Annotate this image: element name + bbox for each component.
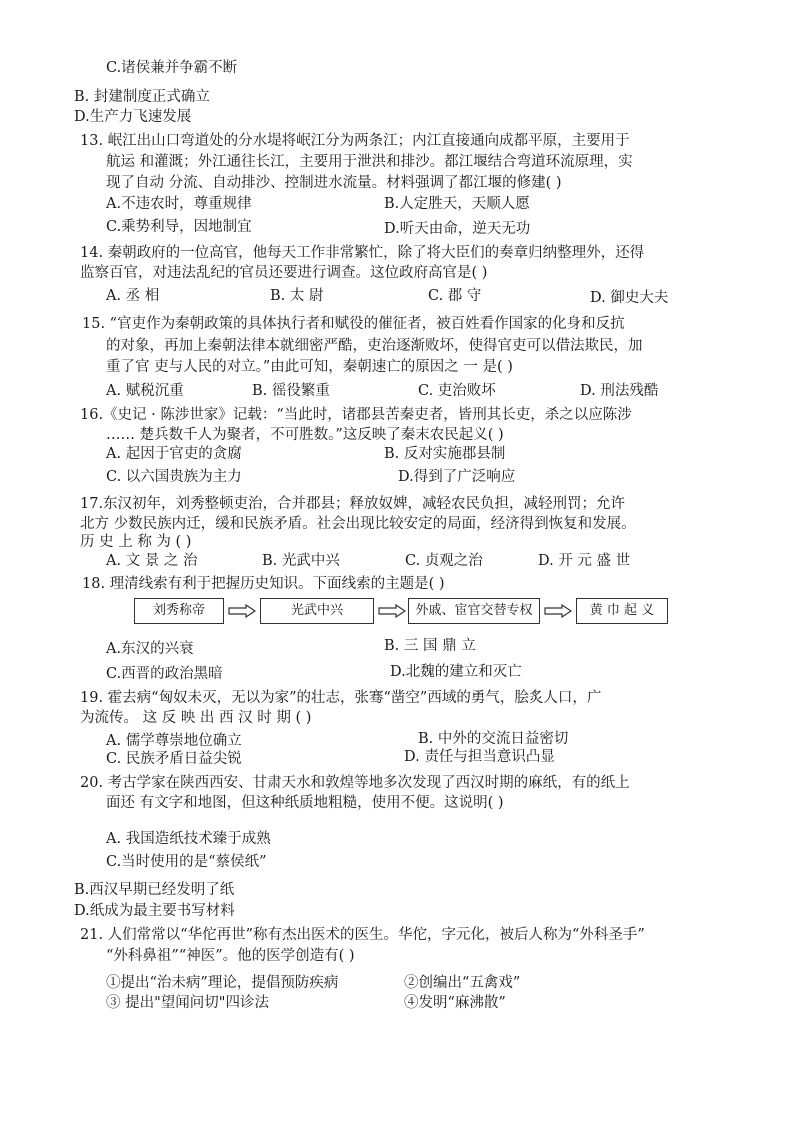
q19-option-b: B. 中外的交流日益密切 (418, 731, 569, 747)
q14-line-2: 监察百官，对违法乱纪的官员还要进行调查。这位政府高官是( ) (80, 265, 488, 281)
q13-line-1: 13. 岷江出山口弯道处的分水堤将岷江分为两条江；内江直接通向成都平原，主要用于 (80, 133, 630, 149)
q21-item-3: ③ 提出"望闻问切"四诊法 (106, 995, 269, 1011)
q14-option-b: B. 太 尉 (270, 288, 324, 304)
q15-line-2: 的对象，再加上秦朝法律本就细密严酷，吏治逐渐败坏，使得官吏可以借法欺民，加 (106, 338, 643, 354)
q16-option-c: C. 以六国贵族为主力 (106, 469, 242, 485)
q19-option-c: C. 民族矛盾日益尖锐 (106, 751, 242, 767)
q14-option-a: A. 丞 相 (106, 288, 160, 304)
q15-line-3: 重了官 吏与人民的对立。”由此可知，秦朝速亡的原因之 一 是( ) (106, 359, 513, 375)
q21-item-2: ②创编出“五禽戏” (404, 975, 521, 991)
q20-line-1: 20. 考古学家在陕西西安、甘肃天水和敦煌等地多次发现了西汉时期的麻纸，有的纸上 (80, 775, 630, 791)
q17-line-2: 北方 少数民族内迁，缓和民族矛盾。社会出现比较安定的局面，经济得到恢复和发展。 (80, 516, 636, 532)
q18-option-d: D.北魏的建立和灭亡 (390, 664, 522, 680)
q14-option-d: D. 御史大夫 (590, 290, 669, 306)
q20-line-2: 面还 有文字和地图，但这种纸质地粗糙，使用不便。这说明( ) (106, 795, 504, 811)
q17-option-c: C. 贞观之治 (405, 553, 483, 569)
q17-line-1: 17.东汉初年，刘秀整顿吏治，合并郡县；释放奴婢，减轻农民负担，减轻刑罚；允许 (80, 496, 626, 512)
q13-option-b: B.人定胜天，天顺人愿 (384, 196, 530, 212)
q15-option-d: D. 刑法残酷 (580, 383, 659, 399)
q19-option-d: D. 责任与担当意识凸显 (404, 749, 555, 765)
q18-option-b: B. 三 国 鼎 立 (384, 638, 476, 654)
q17-option-b: B. 光武中兴 (262, 553, 340, 569)
q16-line-2: …… 楚兵数千人为聚者，不可胜数。”这反映了秦末农民起义( ) (106, 427, 504, 443)
q15-line-1: 15. “官吏作为秦朝政策的具体执行者和赋役的催征者，被百姓看作国家的化身和反抗 (82, 316, 625, 332)
flow-box-4: 黄 巾 起 义 (576, 598, 668, 624)
q21-item-4: ④发明“麻沸散” (404, 995, 506, 1011)
q18-option-a: A.东汉的兴衰 (106, 641, 194, 657)
q13-option-a: A.不违农时，尊重规律 (106, 196, 252, 212)
q13-option-c: C.乘势利导，因地制宜 (106, 219, 252, 235)
q16-option-d: D.得到了广泛响应 (398, 469, 516, 485)
q19-line-1: 19. 霍去病“匈奴未灭，无以为家”的壮志，张骞“凿空”西域的勇气，脍炙人口，广 (80, 690, 602, 706)
arrow-right-icon (378, 604, 406, 618)
flow-box-1: 刘秀称帝 (134, 598, 224, 624)
q15-option-b: B. 徭役繁重 (252, 383, 330, 399)
q17-option-d: D. 开 元 盛 世 (538, 553, 631, 569)
option-d-prev: D.生产力飞速发展 (74, 109, 192, 125)
arrow-right-icon (228, 604, 256, 618)
flow-box-3: 外戚、宦官交替专权 (408, 598, 540, 624)
q13-line-2: 航运 和灌溉；外江通往长江，主要用于泄洪和排沙。都江堰结合弯道环流原理，实 (106, 154, 633, 170)
q15-option-c: C. 吏治败坏 (418, 383, 496, 399)
q14-option-c: C. 郡 守 (428, 288, 482, 304)
q13-line-3: 现了自动 分流、自动排沙、控制进水流量。材料强调了都江堰的修建( ) (106, 175, 562, 191)
option-b-prev: B. 封建制度正式确立 (74, 89, 210, 105)
q15-option-a: A. 赋税沉重 (106, 383, 184, 399)
q17-option-a: A. 文 景 之 治 (106, 553, 198, 569)
q13-option-d: D.听天由命，逆天无功 (384, 221, 531, 237)
q16-option-a: A. 起因于官吏的贪腐 (106, 446, 242, 462)
q20-option-d: D.纸成为最主要书写材料 (74, 903, 235, 919)
q14-line-1: 14. 秦朝政府的一位高官，他每天工作非常繁忙，除了将大臣们的奏章归纳整理外，还得 (80, 245, 645, 261)
q20-option-b: B.西汉早期已经发明了纸 (74, 882, 235, 898)
q19-option-a: A. 儒学尊崇地位确立 (106, 733, 242, 749)
q20-option-c: C.当时使用的是“蔡侯纸” (106, 854, 267, 870)
q18-line-1: 18. 理清线索有利于把握历史知识。下面线索的主题是( ) (82, 576, 445, 592)
q18-option-c: C.西晋的政治黑暗 (106, 666, 223, 682)
flow-box-2: 光武中兴 (260, 598, 374, 624)
q16-option-b: B. 反对实施郡县制 (384, 446, 506, 462)
q21-line-1: 21. 人们常常以“华佗再世”称有杰出医术的医生。华佗，字元化，被后人称为“外科圣手” (80, 927, 645, 943)
q21-item-1: ①提出“治未病”理论，提倡预防疾病 (106, 975, 339, 991)
q17-line-3: 历 史 上 称 为 ( ) (80, 534, 192, 550)
q20-option-a: A. 我国造纸技术臻于成熟 (106, 831, 271, 847)
arrow-right-icon (544, 604, 572, 618)
q21-line-2: “外科鼻祖”“神医”。他的医学创造有( ) (106, 948, 355, 964)
q16-line-1: 16.《史记 · 陈涉世家》记载：“当此时，诸郡县苦秦吏者，皆刑其长吏，杀之以应陈涉 (80, 407, 632, 423)
option-c-prev: C.诸侯兼并争霸不断 (106, 60, 238, 76)
q19-line-2: 为流传。 这 反 映 出 西 汉 时 期 ( ) (80, 710, 312, 726)
